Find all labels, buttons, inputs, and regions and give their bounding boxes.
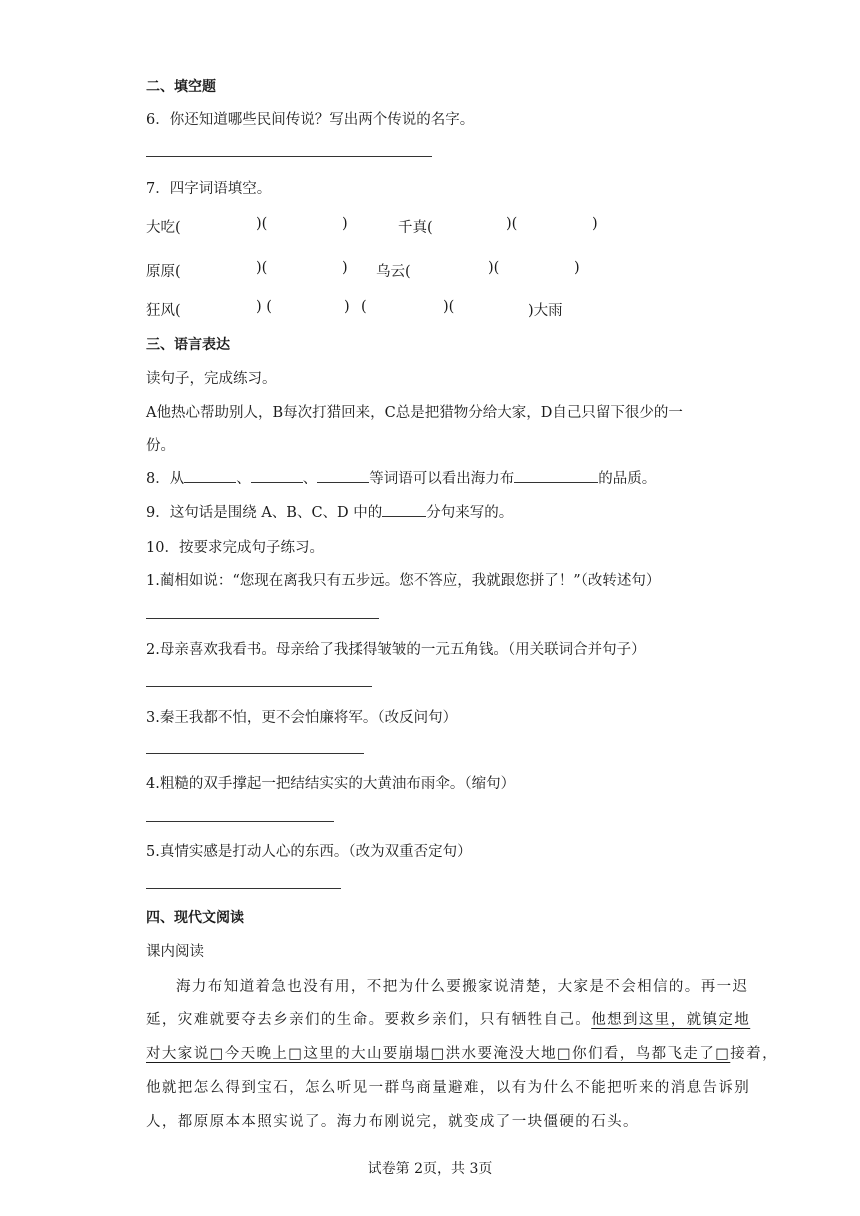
- answer-line-s2[interactable]: [146, 686, 372, 687]
- reading-intro: 读句子，完成练习。: [146, 371, 277, 387]
- idiom-1-mid: )(: [256, 216, 268, 232]
- idiom-4-start: 乌云(: [376, 264, 411, 280]
- subquestion-3: 3.秦王我都不怕，更不会怕廉将军。（改反问句）: [146, 710, 458, 726]
- idiom-6-start: (: [361, 299, 367, 315]
- answer-line-s3[interactable]: [146, 753, 364, 754]
- blank-8d[interactable]: [514, 468, 598, 483]
- section-title-fill-blank: 二、填空题: [146, 79, 216, 95]
- question-6: 6．你还知道哪些民间传说？写出两个传说的名字。: [146, 112, 475, 128]
- idiom-3-end: ): [342, 260, 348, 276]
- blank-8a[interactable]: [184, 468, 236, 483]
- subquestion-4: 4.粗糙的双手撑起一把结结实实的大黄油布雨伞。（缩句）: [146, 776, 516, 792]
- idiom-2-mid: )(: [506, 216, 518, 232]
- subquestion-5: 5.真情实感是打动人心的东西。（改为双重否定句）: [146, 844, 472, 860]
- page-footer: 试卷第 2页，共 3页: [367, 1161, 493, 1177]
- subquestion-1: 1.蔺相如说：“您现在离我只有五步远。您不答应，我就跟您拼了！”（改转述句）: [146, 573, 661, 589]
- section-title-reading: 四、现代文阅读: [146, 910, 244, 926]
- idiom-5-end: ): [344, 299, 350, 315]
- subquestion-2: 2.母亲喜欢我看书。母亲给了我揉得皱皱的一元五角钱。（用关联词合并句子）: [146, 642, 646, 658]
- question-10: 10．按要求完成句子练习。: [146, 540, 324, 556]
- passage-line-5: 人，都原原本本照实说了。海力布刚说完，就变成了一块僵硬的石头。: [146, 1114, 639, 1130]
- answer-line-s1[interactable]: [146, 618, 379, 619]
- question-8: 8．从 、 、 等词语可以看出海力布 的品质。: [146, 467, 656, 488]
- sentence-line-2: 份。: [146, 438, 175, 454]
- idiom-6-end: )大雨: [528, 303, 563, 319]
- answer-line-s5[interactable]: [146, 888, 341, 889]
- answer-line-s4[interactable]: [146, 821, 334, 822]
- idiom-1-end: ): [342, 216, 348, 232]
- idiom-5-start: 狂风(: [146, 303, 181, 319]
- idiom-3-start: 原原(: [146, 264, 181, 280]
- blank-8b[interactable]: [251, 468, 303, 483]
- sentence-line-1: A他热心帮助别人，B每次打猎回来，C总是把猎物分给大家，D自己只留下很少的一: [146, 405, 683, 421]
- blank-8c[interactable]: [317, 468, 369, 483]
- passage-line-3: 对大家说□今天晚上□这里的大山要崩塌□洪水要淹没大地□你们看，鸟都飞走了□接着，: [146, 1046, 778, 1062]
- underlined-sentence-part-1: 他想到这里，就镇定地: [591, 1012, 751, 1028]
- idiom-4-end: ): [574, 260, 580, 276]
- passage-line-4: 他就把怎么得到宝石，怎么听见一群鸟商量避难，以有为什么不能把听来的消息告诉别: [146, 1080, 751, 1096]
- idiom-5-mid: ) (: [256, 299, 272, 315]
- blank-9[interactable]: [382, 502, 426, 517]
- idiom-2-start: 千真(: [398, 220, 433, 236]
- idiom-4-mid: )(: [488, 260, 500, 276]
- reading-subtitle: 课内阅读: [146, 944, 204, 960]
- idiom-3-mid: )(: [256, 260, 268, 276]
- idiom-1-start: 大吃(: [146, 220, 181, 236]
- question-9: 9．这句话是围绕 A、B、C、D 中的 分句来写的。: [146, 501, 513, 522]
- section-title-language: 三、语言表达: [146, 337, 230, 353]
- answer-line-6[interactable]: [146, 156, 432, 157]
- passage-line-2: 延，灾难就要夺去乡亲们的生命。要救乡亲们，只有牺牲自己。他想到这里，就镇定地: [146, 1012, 751, 1028]
- idiom-2-end: ): [592, 216, 598, 232]
- idiom-6-mid: )(: [443, 299, 455, 315]
- passage-line-1: 海力布知道着急也没有用，不把为什么要搬家说清楚，大家是不会相信的。再一迟: [176, 979, 749, 995]
- underlined-sentence-part-2: 对大家说□今天晚上□这里的大山要崩塌□洪水要淹没大地□你们看，鸟都飞走了□: [146, 1046, 731, 1062]
- question-7: 7．四字词语填空。: [146, 181, 272, 197]
